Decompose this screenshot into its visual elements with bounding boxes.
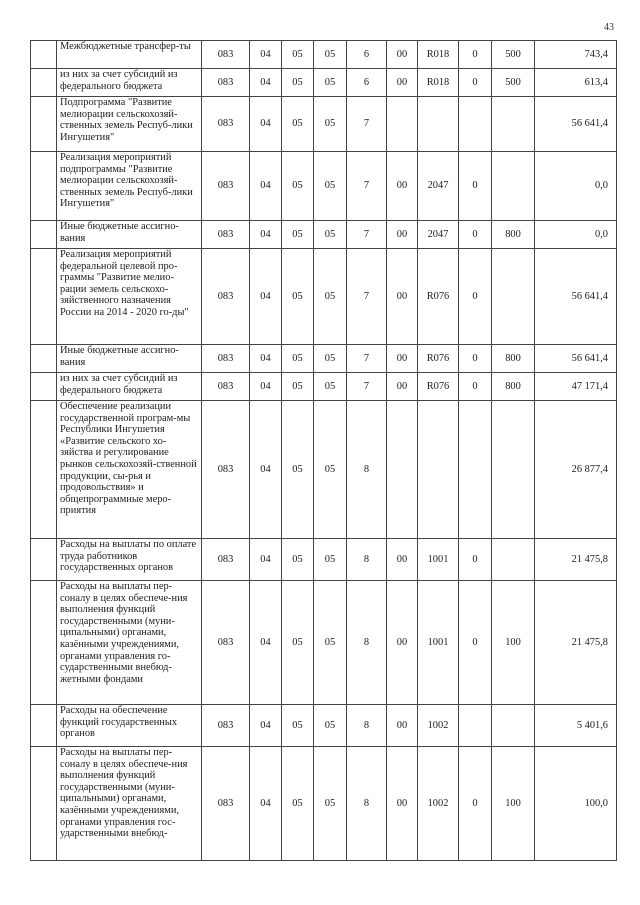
code-cell: 083 [202,581,250,705]
blank-cell [31,705,57,747]
name-cell: Реализация мероприятий подпрограммы "Развитие мелиорации сельскохозяй-ственных земель Респуб-лики Ингушетия" [57,152,202,221]
code-cell: 05 [282,97,314,152]
amount-cell: 56 641,4 [535,97,617,152]
code-cell: 04 [250,249,282,345]
code-cell: R076 [418,373,459,401]
blank-cell [31,373,57,401]
code-cell: 05 [314,581,347,705]
code-cell: 04 [250,373,282,401]
code-cell: 04 [250,747,282,861]
code-cell: 04 [250,97,282,152]
code-cell: 2047 [418,221,459,249]
code-cell [418,97,459,152]
code-cell: 05 [314,152,347,221]
amount-cell: 5 401,6 [535,705,617,747]
code-cell: 04 [250,69,282,97]
code-cell: 100 [492,747,535,861]
code-cell: 2047 [418,152,459,221]
code-cell: 04 [250,221,282,249]
code-cell: 0 [459,249,492,345]
code-cell: 05 [282,373,314,401]
code-cell: 0 [459,747,492,861]
name-cell: из них за счет субсидий из федерального бюджета [57,373,202,401]
code-cell: 05 [314,97,347,152]
name-cell: Обеспечение реализации государственной програм-мы Республики Ингушетия «Развитие сельского хо-зяйства и регулирование рынков сельскохозяй-ственной продукции, сы-рья и продовольствия» и общепрограммные меро-приятия [57,401,202,539]
code-cell: 8 [347,581,387,705]
code-cell [492,97,535,152]
code-cell: 7 [347,152,387,221]
code-cell [492,705,535,747]
code-cell: 05 [314,747,347,861]
code-cell: 00 [387,705,418,747]
code-cell: 083 [202,373,250,401]
blank-cell [31,401,57,539]
code-cell: 0 [459,581,492,705]
code-cell: R018 [418,69,459,97]
code-cell: 083 [202,69,250,97]
code-cell: 100 [492,581,535,705]
amount-cell: 0,0 [535,152,617,221]
code-cell: 6 [347,69,387,97]
code-cell [492,249,535,345]
amount-cell: 613,4 [535,69,617,97]
code-cell: 7 [347,97,387,152]
code-cell: 05 [314,41,347,69]
table-row [31,401,617,539]
blank-cell [31,345,57,373]
code-cell: 04 [250,581,282,705]
name-cell: Подпрограмма "Развитие мелиорации сельскохозяй-ственных земель Респуб-лики Ингушетия" [57,97,202,152]
code-cell: 083 [202,345,250,373]
code-cell: 500 [492,69,535,97]
blank-cell [31,152,57,221]
code-cell: 083 [202,705,250,747]
code-cell: 05 [282,747,314,861]
code-cell: 1001 [418,539,459,581]
amount-cell: 743,4 [535,41,617,69]
code-cell: 0 [459,152,492,221]
code-cell: 00 [387,373,418,401]
code-cell: 500 [492,41,535,69]
code-cell [387,97,418,152]
table-row [31,69,617,97]
name-cell: из них за счет субсидий из федерального бюджета [57,69,202,97]
amount-cell: 21 475,8 [535,539,617,581]
code-cell: 05 [282,539,314,581]
page-number: 43 [604,22,614,33]
blank-cell [31,69,57,97]
code-cell: 00 [387,152,418,221]
amount-cell: 0,0 [535,221,617,249]
code-cell: 7 [347,345,387,373]
blank-cell [31,249,57,345]
name-cell: Иные бюджетные ассигно-вания [57,221,202,249]
code-cell: 00 [387,69,418,97]
code-cell [387,401,418,539]
code-cell: 083 [202,97,250,152]
code-cell: 05 [314,401,347,539]
table-row [31,152,617,221]
blank-cell [31,41,57,69]
code-cell: 8 [347,401,387,539]
table-row [31,705,617,747]
code-cell: 6 [347,41,387,69]
code-cell: 05 [282,705,314,747]
code-cell: 0 [459,221,492,249]
code-cell: R018 [418,41,459,69]
code-cell: 05 [314,345,347,373]
code-cell: 8 [347,705,387,747]
name-cell: Иные бюджетные ассигно-вания [57,345,202,373]
name-cell: Расходы на обеспечение функций государственных органов [57,705,202,747]
code-cell [492,401,535,539]
code-cell: 05 [314,69,347,97]
code-cell: 8 [347,747,387,861]
code-cell: 1001 [418,581,459,705]
blank-cell [31,97,57,152]
blank-cell [31,581,57,705]
code-cell: 05 [282,41,314,69]
table-row [31,221,617,249]
amount-cell: 21 475,8 [535,581,617,705]
code-cell: 083 [202,401,250,539]
code-cell: 05 [314,221,347,249]
code-cell: 083 [202,747,250,861]
budget-table [30,40,617,861]
code-cell: 00 [387,249,418,345]
code-cell: 0 [459,539,492,581]
code-cell [459,705,492,747]
code-cell [492,152,535,221]
blank-cell [31,221,57,249]
table-row [31,249,617,345]
code-cell [459,97,492,152]
code-cell: 00 [387,41,418,69]
blank-cell [31,539,57,581]
code-cell: 083 [202,152,250,221]
amount-cell: 56 641,4 [535,345,617,373]
code-cell: 083 [202,41,250,69]
code-cell [459,401,492,539]
code-cell: 04 [250,345,282,373]
table-row [31,345,617,373]
amount-cell: 26 877,4 [535,401,617,539]
code-cell: 05 [314,539,347,581]
code-cell: 05 [282,249,314,345]
code-cell: 05 [282,69,314,97]
code-cell: 083 [202,221,250,249]
code-cell: 00 [387,747,418,861]
code-cell [492,539,535,581]
code-cell: 1002 [418,705,459,747]
code-cell: 0 [459,41,492,69]
code-cell: 04 [250,705,282,747]
blank-cell [31,747,57,861]
table-row [31,41,617,69]
table-row [31,539,617,581]
table-row [31,747,617,861]
name-cell: Расходы на выплаты пер-соналу в целях обеспече-ния выполнения функций государственными (муни-ципальными) органами, казёнными учреждениями, органами управления гос-ударственными внебюд- [57,747,202,861]
amount-cell: 100,0 [535,747,617,861]
code-cell: 04 [250,152,282,221]
code-cell: 1002 [418,747,459,861]
name-cell: Расходы на выплаты пер-соналу в целях обеспече-ния выполнения функций государственными (муни-ципальными) органами, казёнными учреждениями, органами управления го-сударственными внебюд-жетными фондами [57,581,202,705]
code-cell: R076 [418,345,459,373]
code-cell: 7 [347,221,387,249]
code-cell: 800 [492,345,535,373]
code-cell: 00 [387,539,418,581]
table-row [31,581,617,705]
code-cell: 800 [492,373,535,401]
code-cell: 8 [347,539,387,581]
code-cell: 05 [282,152,314,221]
code-cell: 04 [250,401,282,539]
code-cell: 7 [347,373,387,401]
name-cell: Реализация мероприятий федеральной целевой про-граммы "Развитие мелио-рации земель сельскохо-зяйственного назначения России на 2014 - 2020 го-ды" [57,249,202,345]
code-cell: 05 [282,581,314,705]
code-cell: 0 [459,373,492,401]
code-cell: 800 [492,221,535,249]
code-cell: 05 [282,345,314,373]
code-cell: 04 [250,41,282,69]
code-cell: 05 [314,249,347,345]
code-cell: 05 [314,373,347,401]
code-cell: 05 [282,401,314,539]
code-cell: 05 [282,221,314,249]
code-cell: 04 [250,539,282,581]
amount-cell: 47 171,4 [535,373,617,401]
amount-cell: 56 641,4 [535,249,617,345]
table-row [31,373,617,401]
code-cell: R076 [418,249,459,345]
code-cell: 083 [202,539,250,581]
code-cell: 083 [202,249,250,345]
code-cell: 05 [314,705,347,747]
code-cell: 00 [387,345,418,373]
name-cell: Межбюджетные трансфер-ты [57,41,202,69]
code-cell: 0 [459,69,492,97]
code-cell: 00 [387,221,418,249]
code-cell: 7 [347,249,387,345]
code-cell: 00 [387,581,418,705]
name-cell: Расходы на выплаты по оплате труда работников государственных органов [57,539,202,581]
code-cell [418,401,459,539]
table-row [31,97,617,152]
code-cell: 0 [459,345,492,373]
